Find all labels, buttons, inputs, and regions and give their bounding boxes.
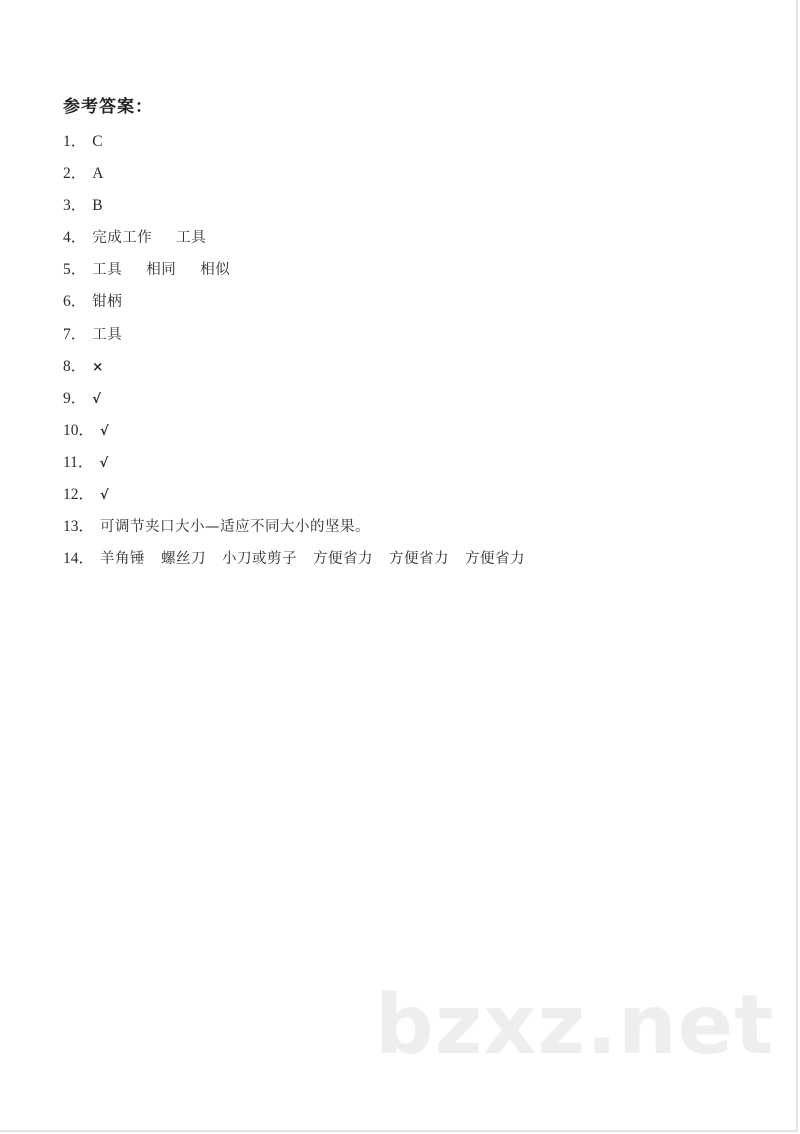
answer-key-heading: 参考答案： [63, 97, 153, 117]
answer-number: 14． [63, 550, 95, 568]
answer-list [63, 130, 525, 579]
answer-number: 13． [63, 518, 95, 536]
answer-number: 9． [63, 389, 87, 407]
answer-number: 6． [63, 293, 87, 311]
check-mark-icon: √ [100, 488, 110, 504]
answer-text: 钳柄 [92, 294, 123, 311]
answer-item-13 [63, 515, 525, 547]
answer-text: C [92, 133, 104, 150]
answer-text: 工具 [92, 262, 123, 279]
answer-number: 12． [63, 486, 95, 504]
answer-number: 5． [63, 261, 87, 279]
answer-text: 小刀或剪子 [222, 551, 298, 568]
answer-item-1 [63, 130, 525, 162]
answer-number: 11． [63, 453, 94, 471]
answer-item-14 [63, 547, 525, 579]
answer-text: 完成工作 [92, 230, 153, 247]
answer-number: 8． [63, 357, 87, 375]
answer-text: 相似 [200, 262, 231, 279]
answer-text: 羊角锤 [100, 551, 146, 568]
answer-item-11 [63, 451, 525, 483]
answer-text: 相同 [146, 262, 177, 279]
answer-text: B [92, 197, 104, 215]
answer-item-4 [63, 226, 525, 258]
answer-number: 1． [63, 133, 87, 150]
answer-item-8 [63, 355, 525, 387]
answer-item-10 [63, 419, 525, 451]
answer-item-12 [63, 483, 525, 515]
watermark: bzxz.net [375, 978, 775, 1073]
check-mark-icon: √ [100, 423, 110, 439]
answer-text: 工具 [176, 230, 207, 247]
answer-text: 方便省力 [389, 551, 450, 568]
answer-text: 工具 [92, 326, 123, 343]
answer-text: 方便省力 [313, 551, 374, 568]
answer-number: 3． [63, 197, 87, 215]
answer-item-5 [63, 258, 525, 290]
answer-number: 2． [63, 165, 87, 183]
answer-text: A [92, 165, 104, 183]
answer-number: 7． [63, 325, 87, 343]
answer-text: 可调节夹口大小—适应不同大小的坚果。 [100, 519, 371, 536]
answer-item-9 [63, 387, 525, 419]
answer-number: 10． [63, 421, 95, 439]
check-mark-icon: √ [99, 455, 109, 471]
answer-text: 方便省力 [465, 551, 526, 568]
answer-number: 4． [63, 229, 87, 247]
answer-text: 螺丝刀 [161, 551, 207, 568]
answer-item-3 [63, 194, 525, 226]
answer-item-6 [63, 290, 525, 322]
answer-item-2 [63, 162, 525, 194]
answer-item-7 [63, 323, 525, 355]
check-mark-icon: √ [92, 391, 102, 407]
cross-mark-icon: × [92, 359, 104, 375]
